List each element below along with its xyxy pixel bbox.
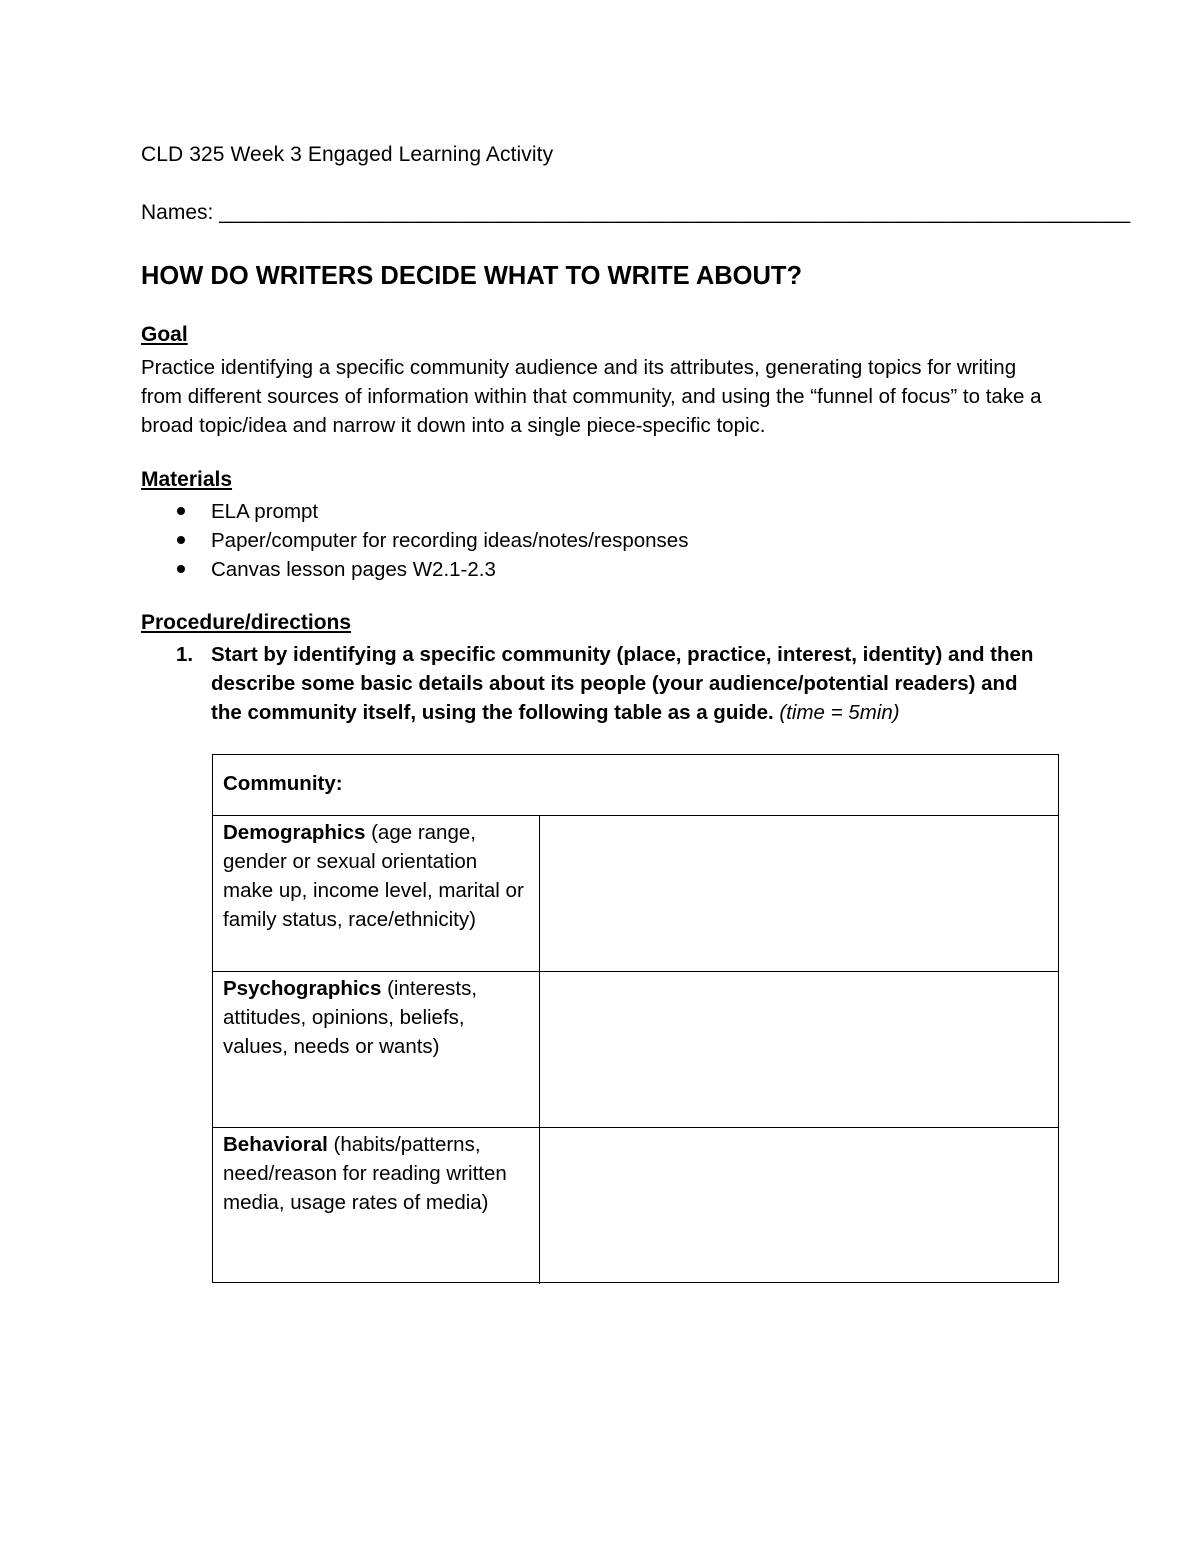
table-label-cell [213, 816, 540, 971]
goal-text: Practice identifying a specific community audience and its attributes, generating topics for writing from different sources of information within that community, and using the “funnel of focus” to take a broad topic/idea and narrow it down into a single piece-specific topic. [141, 356, 1042, 437]
names-blank: ______________________________________________________________________________ [219, 201, 1131, 224]
table-row [213, 816, 1058, 972]
page-title: HOW DO WRITERS DECIDE WHAT TO WRITE ABOUT? [141, 262, 803, 290]
row-label: Behavioral [223, 1133, 328, 1156]
materials-item-text: Canvas lesson pages W2.1-2.3 [211, 558, 496, 581]
table-row [213, 1128, 1058, 1284]
community-row [213, 755, 1058, 816]
materials-heading: Materials [141, 468, 233, 491]
goal-heading: Goal [141, 323, 188, 346]
behavioral-answer-cell[interactable] [540, 1128, 1058, 1284]
materials-item-text: Paper/computer for recording ideas/notes/responses [211, 529, 689, 552]
demographics-answer-cell[interactable] [540, 816, 1058, 971]
table-label-cell [213, 972, 540, 1127]
bullet-icon [177, 565, 185, 573]
step-number: 1. [176, 643, 194, 666]
course-line: CLD 325 Week 3 Engaged Learning Activity [141, 143, 554, 166]
community-table [212, 754, 1059, 1283]
bullet-icon [177, 507, 185, 515]
step-time: (time = 5min) [779, 701, 900, 724]
list-item [141, 526, 688, 555]
row-label: Demographics [223, 821, 366, 844]
materials-list [141, 497, 688, 584]
names-label: Names: [141, 201, 220, 224]
psychographics-answer-cell[interactable] [540, 972, 1058, 1127]
step-text-block [211, 640, 1051, 727]
community-label: Community: [223, 772, 343, 795]
procedure-heading: Procedure/directions [141, 611, 352, 634]
row-detail: (habits/patterns, need/reason for reading written media, usage rates of media) [223, 1133, 507, 1214]
materials-item-text: ELA prompt [211, 500, 319, 523]
step-text: Start by identifying a specific community (place, practice, interest, identity) and then describe some basic details about its people (your audience/potential readers) and the community itself, using the following table as a guide. [211, 643, 1034, 724]
table-row [213, 972, 1058, 1128]
list-item [141, 497, 688, 526]
row-detail: (age range, gender or sexual orientation make up, income level, marital or family status, race/ethnicity) [223, 821, 524, 931]
row-label: Psychographics [223, 977, 382, 1000]
table-label-cell [213, 1128, 540, 1284]
bullet-icon [177, 536, 185, 544]
names-line [141, 201, 1130, 225]
row-detail: (interests, attitudes, opinions, beliefs, values, needs or wants) [223, 977, 478, 1058]
list-item [141, 555, 688, 584]
